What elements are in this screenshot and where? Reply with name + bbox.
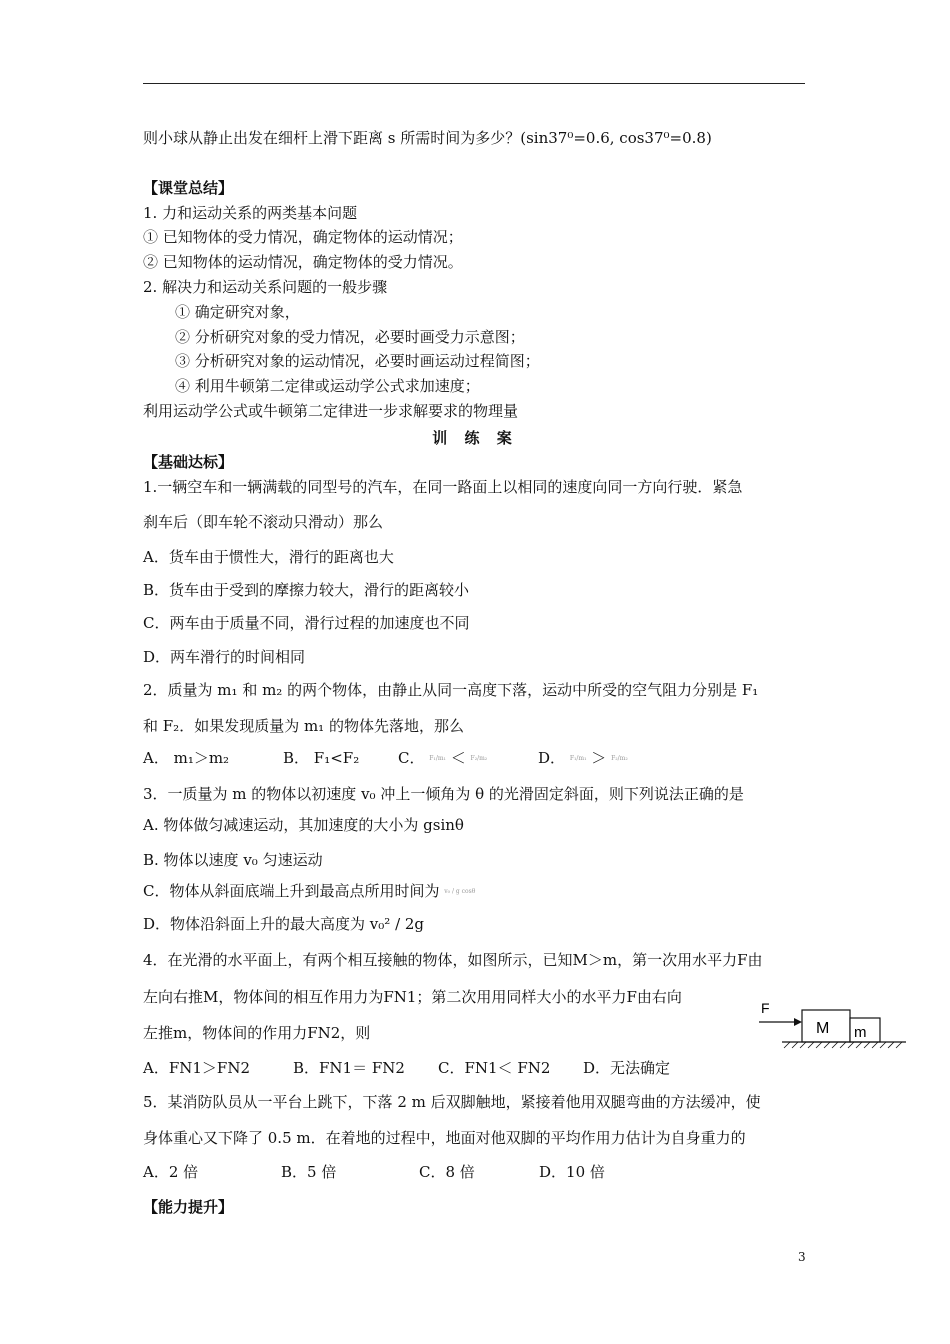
q2-stem-line1: 2．质量为 m₁ 和 m₂ 的两个物体，由静止从同一高度下落，运动中所受的空气阻力分别是 F₁ bbox=[143, 681, 759, 699]
q4-stem-line2: 左向右推M，物体间的相互作用力为FN1；第二次用用同样大小的水平力F由右向 bbox=[143, 988, 682, 1006]
page-number: 3 bbox=[798, 1250, 806, 1264]
force-arrow-head bbox=[794, 1018, 802, 1026]
summary-item-2: 2. 解决力和运动关系问题的一般步骤 bbox=[143, 278, 388, 296]
step-4: ④ 利用牛顿第二定律或运动学公式求加速度； bbox=[175, 377, 480, 395]
q1-option-c: C．两车由于质量不同，滑行过程的加速度也不同 bbox=[143, 614, 470, 632]
q5-stem-line2: 身体重心又下降了 0.5 m．在着地的过程中，地面对他双脚的平均作用力估计为自身重力的 bbox=[143, 1129, 746, 1147]
q1-option-a: A．货车由于惯性大，滑行的距离也大 bbox=[143, 548, 394, 566]
q3-option-b: B. 物体以速度 v₀ 匀速运动 bbox=[143, 851, 323, 869]
header-rule bbox=[143, 83, 805, 84]
q5-option-a: A．2 倍 bbox=[143, 1163, 199, 1181]
q1-stem-line1: 1.一辆空车和一辆满载的同型号的汽车，在同一路面上以相同的速度向同一方向行驶．紧急 bbox=[143, 478, 743, 496]
step-1: ① 确定研究对象， bbox=[175, 303, 300, 321]
step-2: ② 分析研究对象的受力情况，必要时画受力示意图； bbox=[175, 328, 525, 346]
q2-option-d: D． F₁/m₁ ＞ F₂/m₂ bbox=[538, 749, 628, 767]
q5-option-b: B．5 倍 bbox=[281, 1163, 337, 1181]
q5-stem-line1: 5．某消防队员从一平台上跳下，下落 2 m 后双脚触地，紧接着他用双腿弯曲的方法缓冲，使 bbox=[143, 1093, 761, 1111]
training-title: 训 练 案 bbox=[432, 429, 518, 447]
summary-item-1a: ① 已知物体的受力情况，确定物体的运动情况； bbox=[143, 228, 463, 246]
force-label: F bbox=[761, 1000, 770, 1016]
step-3: ③ 分析研究对象的运动情况，必要时画运动过程简图； bbox=[175, 352, 540, 370]
q4-stem-line3: 左推m，物体间的作用力FN2，则 bbox=[143, 1024, 371, 1042]
section-summary-heading: 【课堂总结】 bbox=[143, 179, 234, 197]
q2-options bbox=[143, 748, 628, 769]
q4-option-b: B．FN1＝ FN2 bbox=[293, 1059, 405, 1077]
q3-stem: 3．一质量为 m 的物体以初速度 v₀ 冲上一倾角为 θ 的光滑固定斜面，则下列说法正确的是 bbox=[143, 785, 744, 803]
q2-option-b: B． F₁<F₂ bbox=[283, 749, 360, 767]
q3-option-a: A. 物体做匀减速运动，其加速度的大小为 gsinθ bbox=[143, 816, 464, 834]
q3-option-c: C．物体从斜面底端上升到最高点所用时间为 v₀ / g cosθ bbox=[143, 882, 476, 900]
q5-options bbox=[143, 1162, 605, 1182]
summary-item-1: 1. 力和运动关系的两类基本问题 bbox=[143, 204, 358, 222]
q2-option-c: C． F₁/m₁ ＜ F₂/m₂ bbox=[398, 749, 488, 767]
ground-hatch bbox=[784, 1042, 902, 1048]
q4-option-a: A．FN1＞FN2 bbox=[143, 1059, 250, 1077]
q2-option-a: A． m₁＞m₂ bbox=[143, 749, 230, 767]
section-advanced-heading: 【能力提升】 bbox=[143, 1198, 234, 1216]
block-m-label: m bbox=[854, 1024, 867, 1041]
q3-option-d: D．物体沿斜面上升的最大高度为 v₀² / 2g bbox=[143, 915, 425, 933]
step-5: 利用运动学公式或牛顿第二定律进一步求解要求的物理量 bbox=[143, 402, 519, 420]
q4-option-d: D．无法确定 bbox=[583, 1059, 671, 1077]
q5-option-c: C．8 倍 bbox=[419, 1163, 475, 1181]
summary-item-1b: ② 已知物体的运动情况，确定物体的受力情况。 bbox=[143, 253, 463, 271]
q-continued-line: 则小球从静止出发在细杆上滑下距离 s 所需时间为多少？(sin37⁰=0.6, cos37⁰=0.8) bbox=[143, 129, 712, 147]
q4-option-c: C．FN1＜ FN2 bbox=[438, 1059, 551, 1077]
block-M-label: M bbox=[816, 1020, 830, 1037]
q4-options bbox=[143, 1058, 670, 1078]
q1-option-b: B．货车由于受到的摩擦力较大，滑行的距离较小 bbox=[143, 581, 470, 599]
q1-stem-line2: 刹车后（即车轮不滚动只滑动）那么 bbox=[143, 513, 384, 531]
q4-stem-line1: 4．在光滑的水平面上，有两个相互接触的物体，如图所示，已知M＞m，第一次用水平力F由 bbox=[143, 951, 763, 969]
q5-option-d: D．10 倍 bbox=[539, 1163, 605, 1181]
q1-option-d: D．两车滑行的时间相同 bbox=[143, 648, 306, 666]
section-basic-heading: 【基础达标】 bbox=[143, 453, 234, 471]
blocks-figure bbox=[758, 1000, 910, 1050]
q2-stem-line2: 和 F₂．如果发现质量为 m₁ 的物体先落地，那么 bbox=[143, 717, 464, 735]
